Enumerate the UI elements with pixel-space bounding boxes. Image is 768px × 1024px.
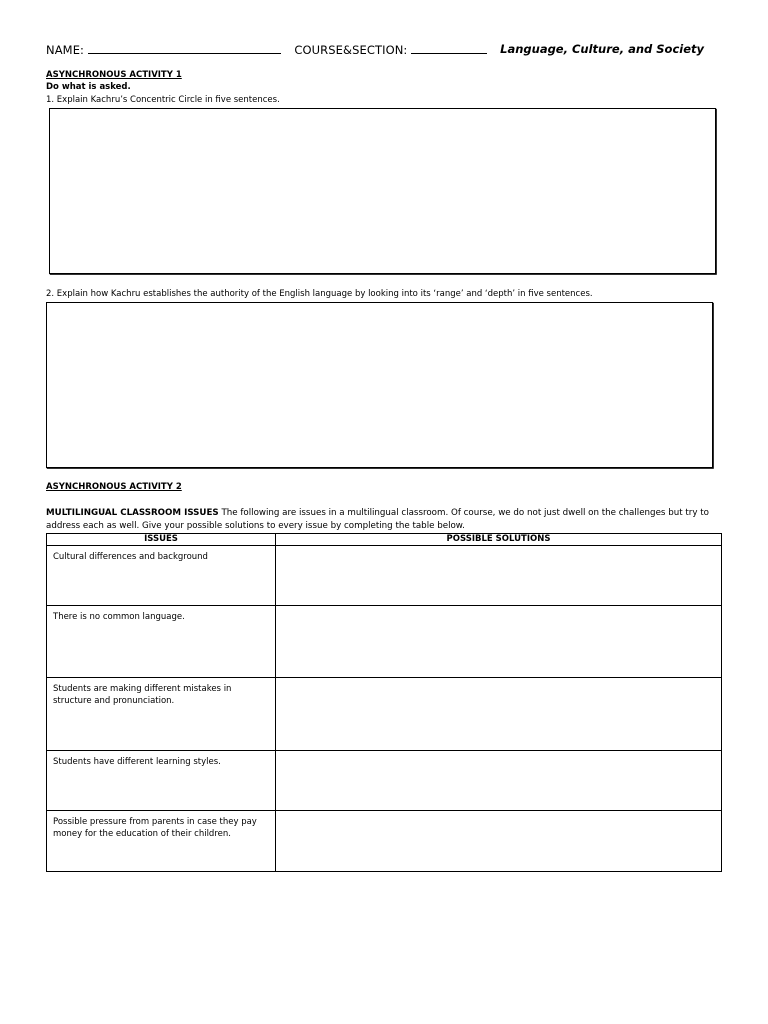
activity-2-heading: ASYNCHRONOUS ACTIVITY 2 <box>46 482 182 492</box>
activity-2-subheading: MULTILINGUAL CLASSROOM ISSUES <box>46 508 219 518</box>
header-fields <box>46 42 487 57</box>
issue-cell: Students have different learning styles. <box>47 751 276 811</box>
activity-2-paragraph <box>46 507 722 532</box>
course-section-blank[interactable] <box>411 42 487 54</box>
answer-box-2[interactable] <box>46 302 713 468</box>
table-row <box>47 678 722 751</box>
question-2: 2. Explain how Kachru establishes the authority of the English language by looking into its ‘range’ and ‘depth’ in five sentences. <box>46 289 593 299</box>
solution-cell[interactable] <box>276 811 722 872</box>
table-row <box>47 546 722 606</box>
activity-2-instructions: The following are issues in a multilingual classroom. Of course, we do not just dwell on the challenges but try to address each as well. Give your possible solutions to every issue by completing the table below. <box>46 508 709 531</box>
table-header-row <box>47 534 722 546</box>
name-blank[interactable] <box>88 42 281 54</box>
name-label: NAME: <box>46 43 85 57</box>
issue-cell: Students are making different mistakes in structure and pronunciation. <box>47 678 276 751</box>
issue-cell: Possible pressure from parents in case they pay money for the education of their children. <box>47 811 276 872</box>
answer-box-1[interactable] <box>49 108 716 274</box>
solution-cell[interactable] <box>276 751 722 811</box>
table-row <box>47 811 722 872</box>
activity-1-heading: ASYNCHRONOUS ACTIVITY 1 <box>46 70 182 80</box>
issues-column-header: ISSUES <box>47 534 276 546</box>
issue-cell: There is no common language. <box>47 606 276 678</box>
solution-cell[interactable] <box>276 678 722 751</box>
solutions-column-header: POSSIBLE SOLUTIONS <box>276 534 722 546</box>
issue-cell: Cultural differences and background <box>47 546 276 606</box>
solution-cell[interactable] <box>276 546 722 606</box>
issues-table <box>46 533 722 872</box>
question-1: 1. Explain Kachru’s Concentric Circle in five sentences. <box>46 95 280 105</box>
solution-cell[interactable] <box>276 606 722 678</box>
activity-1-instruction: Do what is asked. <box>46 82 131 92</box>
course-section-label: COURSE&SECTION: <box>294 43 408 57</box>
table-row <box>47 606 722 678</box>
table-row <box>47 751 722 811</box>
course-title: Language, Culture, and Society <box>500 42 704 56</box>
